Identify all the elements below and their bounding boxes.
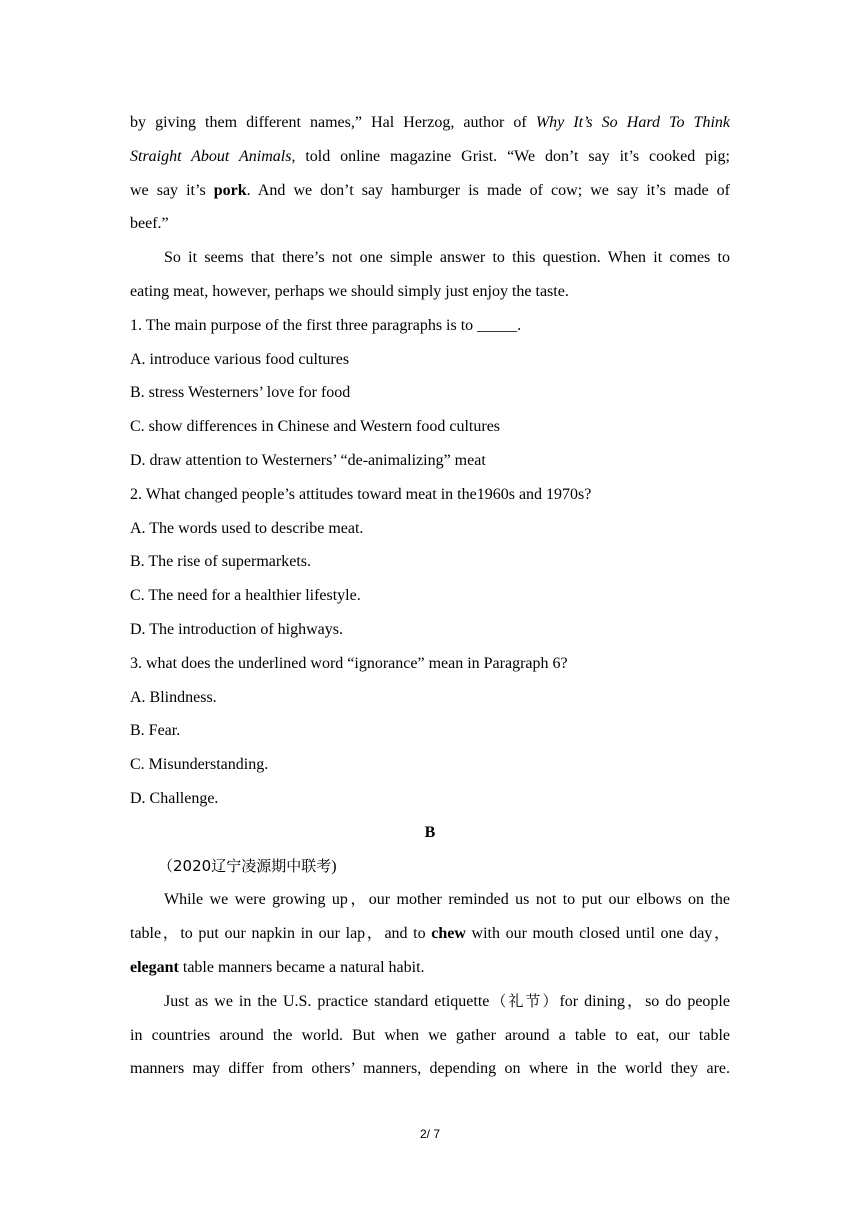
book-title: Why It’s So Hard To Think — [535, 114, 730, 131]
book-title: Straight About Animals — [130, 147, 292, 165]
answer-option: C. show differences in Chinese and Western food cultures — [130, 418, 501, 436]
passage-b-paragraph-2 — [130, 985, 730, 1086]
answer-option: D. draw attention to Westerners’ “de-animalizing” meat — [130, 451, 486, 469]
question-2 — [130, 478, 730, 647]
chinese-gloss: （礼节） — [489, 991, 560, 1010]
keyword-pork: pork — [213, 181, 247, 199]
question-stem: 1. The main purpose of the first three paragraphs is to _____. — [130, 316, 522, 334]
text-line: So it seems that there’s not one simple answer to this question. When it comes to — [164, 249, 730, 267]
answer-option: C. Misunderstanding. — [130, 756, 269, 774]
answer-option: B. The rise of supermarkets. — [130, 553, 311, 571]
page-number: 2/ 7 — [419, 1127, 440, 1141]
answer-option: C. The need for a healthier lifestyle. — [130, 587, 361, 605]
answer-option: B. stress Westerners’ love for food — [130, 384, 351, 402]
question-1 — [130, 309, 730, 478]
text-line: elegant table manners became a natural habit. — [130, 958, 425, 976]
answer-option: A. Blindness. — [130, 688, 217, 706]
text-line: in countries around the world. But when we gather around a table to eat, our table — [130, 1026, 730, 1044]
answer-option: A. introduce various food cultures — [130, 350, 350, 368]
question-stem: 2. What changed people’s attitudes toward meat in the1960s and 1970s? — [130, 485, 592, 503]
text-line: eating meat, however, perhaps we should simply just enjoy the taste. — [130, 282, 569, 300]
text-line: by giving them different names,” Hal Herzog, author of Why It’s So Hard To Think — [130, 114, 730, 131]
text-line: beef.” — [130, 215, 169, 233]
section-heading: B — [424, 823, 436, 841]
text-line: we say it’s pork. And we don’t say hamburger is made of cow; we say it’s made of — [130, 181, 730, 199]
answer-option: A. The words used to describe meat. — [130, 519, 364, 537]
keyword-chew: chew — [431, 925, 466, 943]
answer-option: D. The introduction of highways. — [130, 620, 344, 638]
passage-b-paragraph-1 — [130, 883, 730, 984]
text-line: Straight About Animals, told online magazine Grist. “We don’t say it’s cooked pig; — [130, 147, 731, 165]
question-stem: 3. what does the underlined word “ignorance” mean in Paragraph 6? — [130, 654, 568, 672]
keyword-elegant: elegant — [130, 958, 179, 976]
text-line: While we were growing up，our mother reminded us not to put our elbows on the — [164, 891, 730, 909]
answer-option: B. Fear. — [130, 722, 181, 740]
document-page — [130, 106, 730, 1086]
text-line: Just as we in the U.S. practice standard etiquette（礼节）for dining，so do people — [164, 991, 730, 1010]
passage-a-paragraph-2 — [130, 241, 730, 309]
text-line: manners may differ from others’ manners, depending on where in the world they are. — [130, 1060, 730, 1078]
source-note: （2020辽宁凌源期中联考) — [158, 856, 337, 875]
answer-option: D. Challenge. — [130, 789, 219, 807]
passage-a-paragraph-1 — [130, 106, 730, 241]
text-line: table，to put our napkin in our lap，and to chew with our mouth closed until one day， — [130, 925, 730, 943]
question-3 — [130, 647, 730, 816]
